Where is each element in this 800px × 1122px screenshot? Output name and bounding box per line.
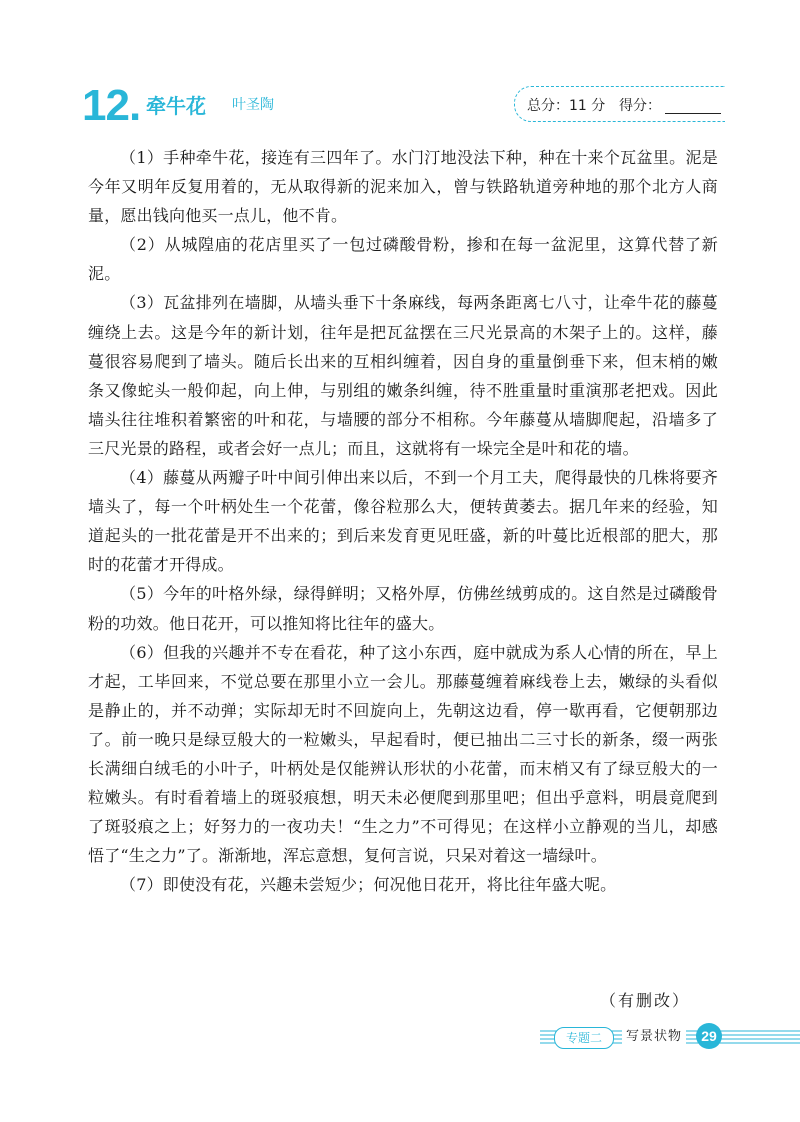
paragraph-4: （4）藤蔓从两瓣子叶中间引伸出来以后，不到一个月工夫，爬得最快的几株将要齐墙头了，每一个叶柄处生一个花蕾，像谷粒那么大，便转黄萎去。据几年来的经验，知道起头的一批花蕾是开不出来的；到后来发育更见旺盛，新的叶蔓比近根部的肥大，那时的花蕾才开得成。 bbox=[88, 468, 718, 575]
article-body bbox=[88, 143, 718, 899]
chapter-label: 专题二 bbox=[554, 1027, 614, 1049]
paragraph-3: （3）瓦盆排列在墙脚，从墙头垂下十条麻线，每两条距离七八寸，让牵牛花的藤蔓缠绕上去。这是今年的新计划，往年是把瓦盆摆在三尺光景高的木架子上的。这样，藤蔓很容易爬到了墙头。随后长出来的互相纠缠着，因自身的重量倒垂下来，但末梢的嫩条又像蛇头一般仰起，向上伸，与别组的嫩条纠缠，待不胜重量时重演那老把戏。因此墙头往往堆积着繁密的叶和花，与墙腰的部分不相称。今年藤蔓从墙脚爬起，沿墙多了三尺光景的路程，或者会好一点儿；而且，这就将有一垛完全是叶和花的墙。 bbox=[88, 293, 718, 458]
paragraph-5: （5）今年的叶格外绿，绿得鲜明；又格外厚，仿佛丝绒剪成的。这自然是过磷酸骨粉的功效。他日花开，可以推知将比往年的盛大。 bbox=[88, 584, 718, 633]
lesson-header bbox=[82, 82, 722, 132]
score-blank[interactable] bbox=[665, 97, 721, 114]
paragraph-2: （2）从城隍庙的花店里买了一包过磷酸骨粉，掺和在每一盆泥里，这算代替了新泥。 bbox=[88, 235, 718, 284]
score-box bbox=[514, 86, 725, 122]
source-note: （有删改） bbox=[600, 991, 691, 1010]
score-total: 总分：11 分 bbox=[527, 98, 606, 114]
lesson-author: 叶圣陶 bbox=[232, 97, 274, 113]
lesson-number: 12. bbox=[82, 81, 141, 130]
page-number: 29 bbox=[696, 1023, 722, 1049]
score-label: 得分： bbox=[619, 98, 661, 114]
page-footer bbox=[540, 1022, 800, 1052]
paragraph-6: （6）但我的兴趣并不专在看花，种了这小东西，庭中就成为系人心情的所在，早上才起，工毕回来，不觉总要在那里小立一会儿。那藤蔓缠着麻线卷上去，嫩绿的头看似是静止的，并不动弹；实际却无时不回旋向上，先朝这边看，停一歇再看，它便朝那边了。前一晚只是绿豆般大的一粒嫩头，早起看时，便已抽出二三寸长的新条，缀一两张长满细白绒毛的小叶子，叶柄处是仅能辨认形状的小花蕾，而末梢又有了绿豆般大的一粒嫩头。有时看着墙上的斑驳痕想，明天未必便爬到那里吧；但出乎意料，明晨竟爬到了斑驳痕之上；好努力的一夜功夫！“生之力”不可得见；在这样小立静观的当儿，却感悟了“生之力”了。渐渐地，浑忘意想，复何言说，只呆对着这一墙绿叶。 bbox=[88, 642, 718, 866]
chapter-name: 写景状物 bbox=[622, 1027, 686, 1047]
paragraph-1: （1）手种牵牛花，接连有三四年了。水门汀地没法下种，种在十来个瓦盆里。泥是今年又明年反复用着的，无从取得新的泥来加入，曾与铁路轨道旁种地的那个北方人商量，愿出钱向他买一点儿，他不肯。 bbox=[88, 148, 718, 226]
lesson-title: 牵牛花 bbox=[146, 94, 206, 118]
paragraph-7: （7）即使没有花，兴趣未尝短少；何况他日花开，将比往年盛大呢。 bbox=[120, 875, 617, 895]
